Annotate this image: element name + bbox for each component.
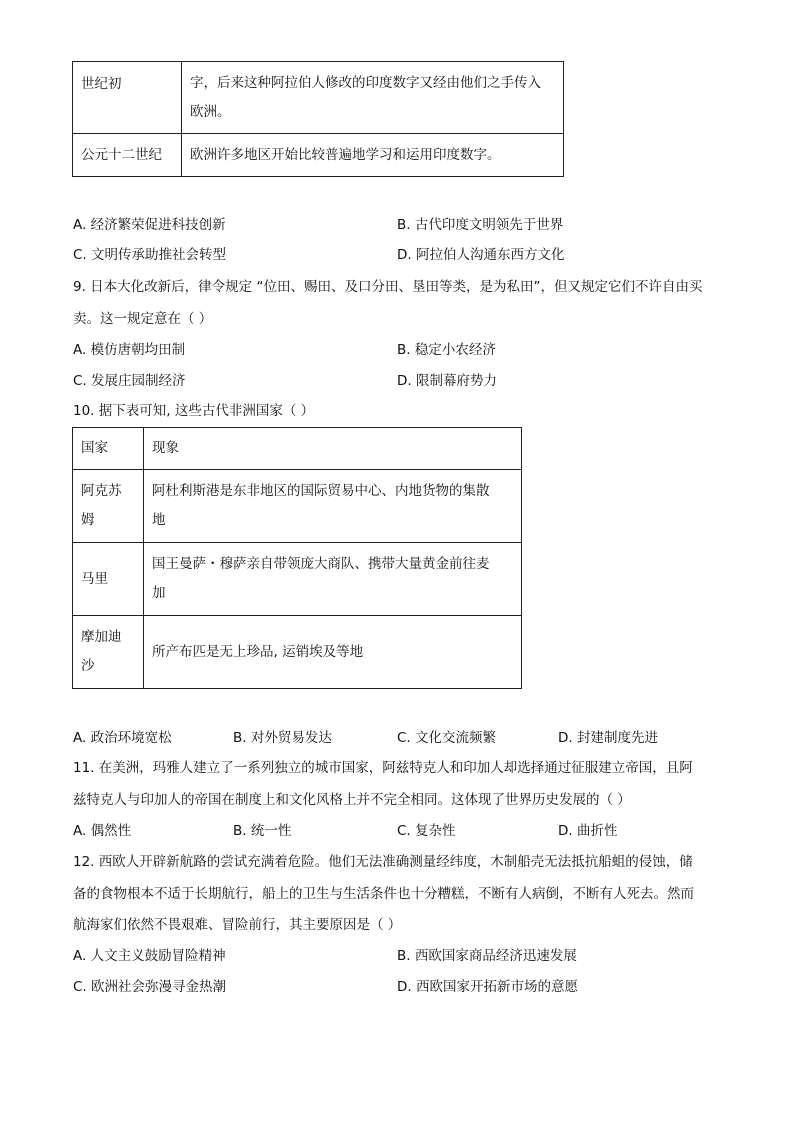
q9-option-b[interactable]: B. 稳定小农经济 (397, 342, 496, 358)
q11-stem-line-1: 11. 在美洲，玛雅人建立了一系列独立的城市国家，阿兹特克人和印加人却选择通过征服建立帝国，且阿 (73, 760, 693, 776)
table-header-phenomenon (144, 428, 522, 470)
q12-option-c[interactable]: C. 欧洲社会弥漫寻金热潮 (73, 979, 227, 995)
period-text: 公元十二世纪 (81, 146, 162, 163)
table-cell-phenomenon (144, 470, 522, 543)
q11-option-a[interactable]: A. 偶然性 (73, 823, 132, 839)
q10-stem: 10. 据下表可知, 这些古代非洲国家（ ） (73, 403, 315, 419)
table-cell-country (73, 470, 144, 543)
table-header-country (73, 428, 144, 470)
q10-option-a[interactable]: A. 政治环境宽松 (73, 730, 172, 746)
phenomenon-line: 加 (152, 585, 166, 601)
table-row (73, 134, 564, 177)
table-cell-period (73, 134, 182, 177)
table-cell-event (182, 134, 564, 177)
q11-option-d[interactable]: D. 曲折性 (558, 823, 618, 839)
q12-stem-line-2: 备的食物根本不适于长期航行，船上的卫生与生活条件也十分糟糕，不断有人病倒，不断有人死去。然而 (73, 886, 694, 902)
country-line: 姆 (81, 512, 95, 528)
country-line: 沙 (81, 658, 95, 674)
table-header-row (73, 428, 522, 470)
q11-stem-line-2: 兹特克人与印加人的帝国在制度上和文化风格上并不完全相同。这体现了世界历史发展的（ ） (73, 792, 631, 808)
q9-option-c[interactable]: C. 发展庄园制经济 (73, 373, 186, 389)
header-country-text: 国家 (81, 440, 108, 456)
period-text: 世纪初 (81, 76, 122, 92)
country-line: 摩加迪 (81, 629, 122, 645)
table-african-states (72, 427, 522, 689)
q11-option-c[interactable]: C. 复杂性 (397, 823, 456, 839)
table-cell-event (182, 62, 564, 134)
table-cell-country (73, 543, 144, 616)
q8-option-d[interactable]: D. 阿拉伯人沟通东西方文化 (397, 247, 565, 263)
q12-stem-line-1: 12. 西欧人开辟新航路的尝试充满着危险。他们无法准确测量经纬度，木制船壳无法抵抗船蛆的侵蚀，储 (73, 854, 693, 870)
table-row (73, 543, 522, 616)
table-row (73, 470, 522, 543)
q10-option-d[interactable]: D. 封建制度先进 (558, 730, 658, 746)
table-numerals-history (72, 61, 564, 177)
table-row (73, 616, 522, 689)
phenomenon-line: 地 (152, 512, 166, 528)
q8-option-b[interactable]: B. 古代印度文明领先于世界 (397, 217, 564, 233)
q8-option-c[interactable]: C. 文明传承助推社会转型 (73, 247, 227, 263)
q8-option-a[interactable]: A. 经济繁荣促进科技创新 (73, 217, 226, 233)
event-line: 字，后来这种阿拉伯人修改的印度数字又经由他们之手传入 (190, 74, 541, 91)
phenomenon-line: 阿杜利斯港是东非地区的国际贸易中心、内地货物的集散 (152, 483, 490, 499)
q12-option-d[interactable]: D. 西欧国家开拓新市场的意愿 (397, 979, 578, 995)
country-line: 马里 (81, 570, 108, 587)
q9-stem-line-1: 9. 日本大化改新后，律令规定 “位田、赐田、及口分田、垦田等类，是为私田”，但又规定它们不许自由买 (73, 279, 703, 295)
event-line: 欧洲许多地区开始比较普遍地学习和运用印度数字。 (190, 146, 501, 163)
q12-stem-line-3: 航海家们依然不畏艰难、冒险前行，其主要原因是（ ） (73, 917, 402, 933)
q9-stem-line-2: 卖。这一规定意在（ ） (73, 311, 213, 327)
q10-option-b[interactable]: B. 对外贸易发达 (233, 730, 332, 746)
q12-option-b[interactable]: B. 西欧国家商品经济迅速发展 (397, 948, 577, 964)
table-cell-country (73, 616, 144, 689)
event-line: 欧洲。 (190, 103, 231, 120)
table-cell-phenomenon (144, 616, 522, 689)
q11-option-b[interactable]: B. 统一性 (233, 823, 292, 839)
header-phenomenon-text: 现象 (152, 440, 179, 456)
phenomenon-line: 国王曼萨・穆萨亲自带领庞大商队、携带大量黄金前往麦 (152, 556, 490, 572)
q9-option-d[interactable]: D. 限制幕府势力 (397, 373, 497, 389)
table-cell-phenomenon (144, 543, 522, 616)
country-line: 阿克苏 (81, 483, 122, 499)
q9-option-a[interactable]: A. 模仿唐朝均田制 (73, 342, 186, 358)
table-row (73, 62, 564, 134)
q12-option-a[interactable]: A. 人文主义鼓励冒险精神 (73, 948, 226, 964)
q10-option-c[interactable]: C. 文化交流频繁 (397, 730, 497, 746)
phenomenon-line: 所产布匹是无上珍品, 运销埃及等地 (152, 643, 364, 660)
table-cell-period (73, 62, 182, 134)
